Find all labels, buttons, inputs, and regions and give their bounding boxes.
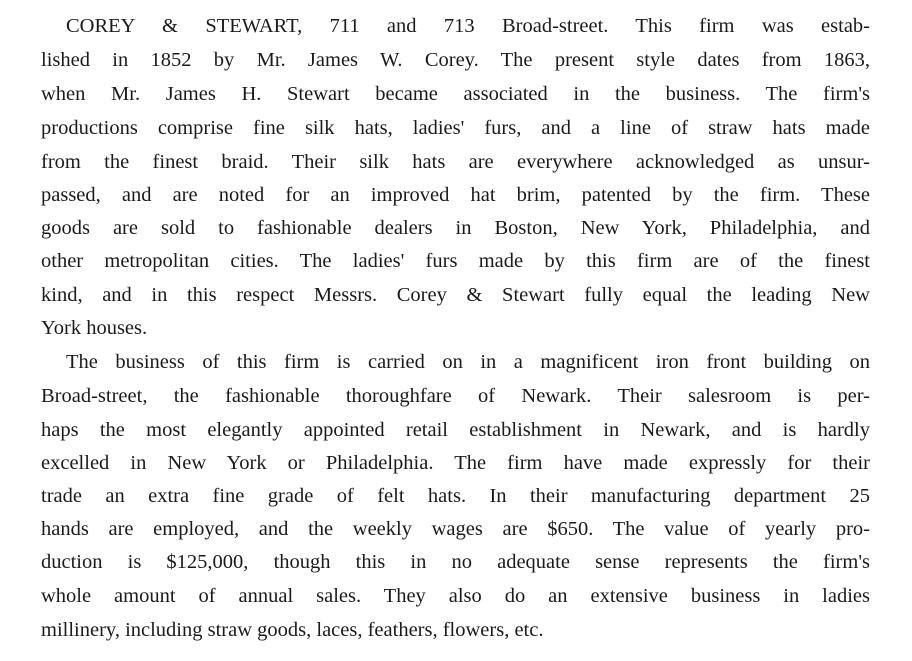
paragraph-2-line-9: millinery, including straw goods, laces, feathers, flowers, etc. bbox=[41, 619, 544, 641]
paragraph-1-line-6: passed, and are noted for an improved hat brim, patented by the firm. These bbox=[41, 184, 870, 206]
paragraph-2-line-4: excelled in New York or Philadelphia. The firm have made expressly for their bbox=[41, 452, 870, 474]
paragraph-1-line-5: from the finest braid. Their silk hats are everywhere acknowledged as unsur- bbox=[41, 151, 870, 173]
paragraph-1-line-2: lished in 1852 by Mr. James W. Corey. The present style dates from 1863, bbox=[41, 49, 870, 71]
paragraph-2-line-1: The business of this firm is carried on in a magnificent iron front building on bbox=[66, 351, 870, 373]
paragraph-2-line-5: trade an extra fine grade of felt hats. In their manufacturing department 25 bbox=[41, 485, 870, 507]
paragraph-2-line-6: hands are employed, and the weekly wages are $650. The value of yearly pro- bbox=[41, 518, 870, 540]
paragraph-1-line-7: goods are sold to fashionable dealers in Boston, New York, Philadelphia, and bbox=[41, 217, 870, 239]
paragraph-2-line-8: whole amount of annual sales. They also do an extensive business in ladies bbox=[41, 585, 870, 607]
paragraph-1-line-1: COREY & STEWART, 711 and 713 Broad-street. This firm was estab- bbox=[66, 15, 870, 37]
paragraph-1-line-8: other metropolitan cities. The ladies' furs made by this firm are of the finest bbox=[41, 250, 870, 272]
paragraph-1-line-10: York houses. bbox=[41, 317, 148, 339]
paragraph-2-line-2: Broad-street, the fashionable thoroughfare of Newark. Their salesroom is per- bbox=[41, 385, 870, 407]
paragraph-2-line-3: haps the most elegantly appointed retail establishment in Newark, and is hardly bbox=[41, 419, 870, 441]
paragraph-2-line-7: duction is $125,000, though this in no adequate sense represents the firm's bbox=[41, 551, 870, 573]
paragraph-1-line-4: productions comprise fine silk hats, ladies' furs, and a line of straw hats made bbox=[41, 117, 870, 139]
paragraph-1-line-3: when Mr. James H. Stewart became associated in the business. The firm's bbox=[41, 83, 870, 105]
paragraph-1-line-9: kind, and in this respect Messrs. Corey & Stewart fully equal the leading New bbox=[41, 284, 870, 306]
